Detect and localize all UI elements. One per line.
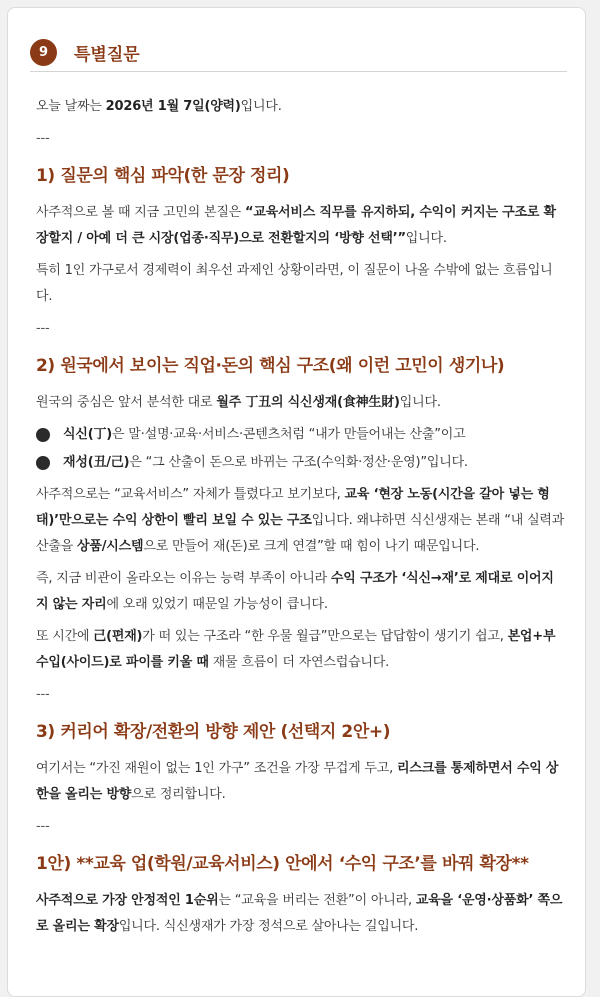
- separator: ---: [36, 819, 50, 834]
- intro-date: 2026년 1월 7일(양력): [105, 99, 241, 114]
- text: 으로 만들어 재(돈)로 크게 연결”할 때 힘이 나기 때문입니다.: [143, 539, 480, 554]
- emphasis: 상품/시스템: [77, 539, 144, 554]
- text: 재물 흐름이 더 자연스럽습니다.: [208, 655, 390, 670]
- emphasis: 월주 丁丑의 식신생재(食神生財): [216, 395, 400, 410]
- question-title: 특별질문: [74, 44, 140, 65]
- section-2-heading: 2) 원국에서 보이는 직업·돈의 핵심 구조(왜 이런 고민이 생기나): [36, 356, 505, 376]
- emphasis: 교육 ‘현장 노동(시간을 갈아 넣는 형태)’만으로는 수익 상한이 빨리 보일 수 있는 구조: [36, 487, 550, 528]
- text: 입니다. 식신생재가 가장 정석으로 살아나는 길입니다.: [118, 919, 419, 934]
- text: 즉, 지금 비관이 올라오는 이유는 능력 부족이 아니라: [36, 571, 331, 586]
- text: 입니다.: [405, 231, 447, 246]
- intro-suffix: 입니다.: [240, 99, 282, 114]
- text: 으로 정리합니다.: [131, 787, 226, 802]
- emphasis: 교육을 ‘운영·상품화’ 쪽으로 올리는 확장: [36, 893, 563, 934]
- answer-body: [36, 94, 565, 946]
- section-1-heading: 1) 질문의 핵심 파악(한 문장 정리): [36, 166, 290, 186]
- intro-paragraph: [36, 94, 565, 120]
- question-number-badge: 9: [30, 39, 57, 66]
- emphasis: 본업+부수입(사이드)로 파이를 키울 때: [36, 629, 556, 670]
- text: 가 떠 있는 구조라 “한 우물 월급”만으로는 답답함이 생기기 쉽고,: [142, 629, 508, 644]
- text: 은 말·설명·교육·서비스·콘텐츠처럼 “내가 만들어내는 산출”이고: [112, 427, 466, 442]
- emphasis: 리스크를 통제하면서 수익 상한을 올리는 방향: [36, 761, 559, 802]
- section-2-paragraph-1: [36, 390, 565, 416]
- text: 사주적으로 볼 때 지금 고민의 본질은: [36, 205, 245, 220]
- text: 또 시간에: [36, 629, 94, 644]
- text: 여기서는 “가진 재원이 없는 1인 가구” 조건을 가장 무겁게 두고,: [36, 761, 397, 776]
- emphasis: 己(편재): [93, 629, 143, 644]
- header-divider: [30, 71, 567, 72]
- section-1-paragraph-2: 특히 1인 가구로서 경제력이 최우선 과제인 상황이라면, 이 질문이 나올 수밖에 없는 흐름입니다.: [36, 263, 553, 304]
- bullet-list: [36, 422, 565, 476]
- text: 원국의 중심은 앞서 분석한 대로: [36, 395, 217, 410]
- emphasis: “교육서비스 직무를 유지하되, 수익이 커지는 구조로 확장할지 / 아예 더 큰 시장(업종·직무)으로 전환할지의 ‘방향 선택’”: [36, 205, 556, 246]
- option-1-heading: 1안) **교육 업(학원/교육서비스) 안에서 ‘수익 구조’를 바꿔 확장**: [36, 854, 529, 874]
- list-item: [36, 450, 565, 476]
- section-1-paragraph-1: [36, 200, 565, 252]
- emphasis: 재성(丑/己): [63, 455, 130, 470]
- section-2-paragraph-3: [36, 566, 565, 618]
- intro-text: 오늘 날짜는: [36, 99, 106, 114]
- option-1-paragraph-1: [36, 888, 565, 940]
- section-3-paragraph-1: [36, 756, 565, 808]
- text: 사주적으로는 “교육서비스” 자체가 틀렸다고 보기보다,: [36, 487, 345, 502]
- text: 입니다.: [399, 395, 441, 410]
- section-3-heading: 3) 커리어 확장/전환의 방향 제안 (선택지 2안+): [36, 722, 391, 742]
- question-card: [7, 7, 586, 997]
- separator: ---: [36, 687, 50, 702]
- emphasis: 사주적으로 가장 안정적인 1순위: [36, 893, 219, 908]
- separator: ---: [36, 321, 50, 336]
- text: 은 “그 산출이 돈으로 바뀌는 구조(수익화·정산·운영)”입니다.: [129, 455, 468, 470]
- separator: ---: [36, 131, 50, 146]
- text: 는 “교육을 버리는 전환”이 아니라,: [218, 893, 416, 908]
- list-item: [36, 422, 565, 448]
- section-2-paragraph-4: [36, 624, 565, 676]
- emphasis: 수익 구조가 ‘식신→재’로 제대로 이어지지 않는 자리: [36, 571, 554, 612]
- question-header: [30, 34, 140, 70]
- section-2-paragraph-2: [36, 482, 565, 560]
- emphasis: 식신(丁): [63, 427, 112, 442]
- text: 입니다. 왜냐하면 식신생재는 본래 “내 실력과 산출을: [36, 513, 565, 554]
- text: 에 오래 있었기 때문일 가능성이 큽니다.: [106, 597, 328, 612]
